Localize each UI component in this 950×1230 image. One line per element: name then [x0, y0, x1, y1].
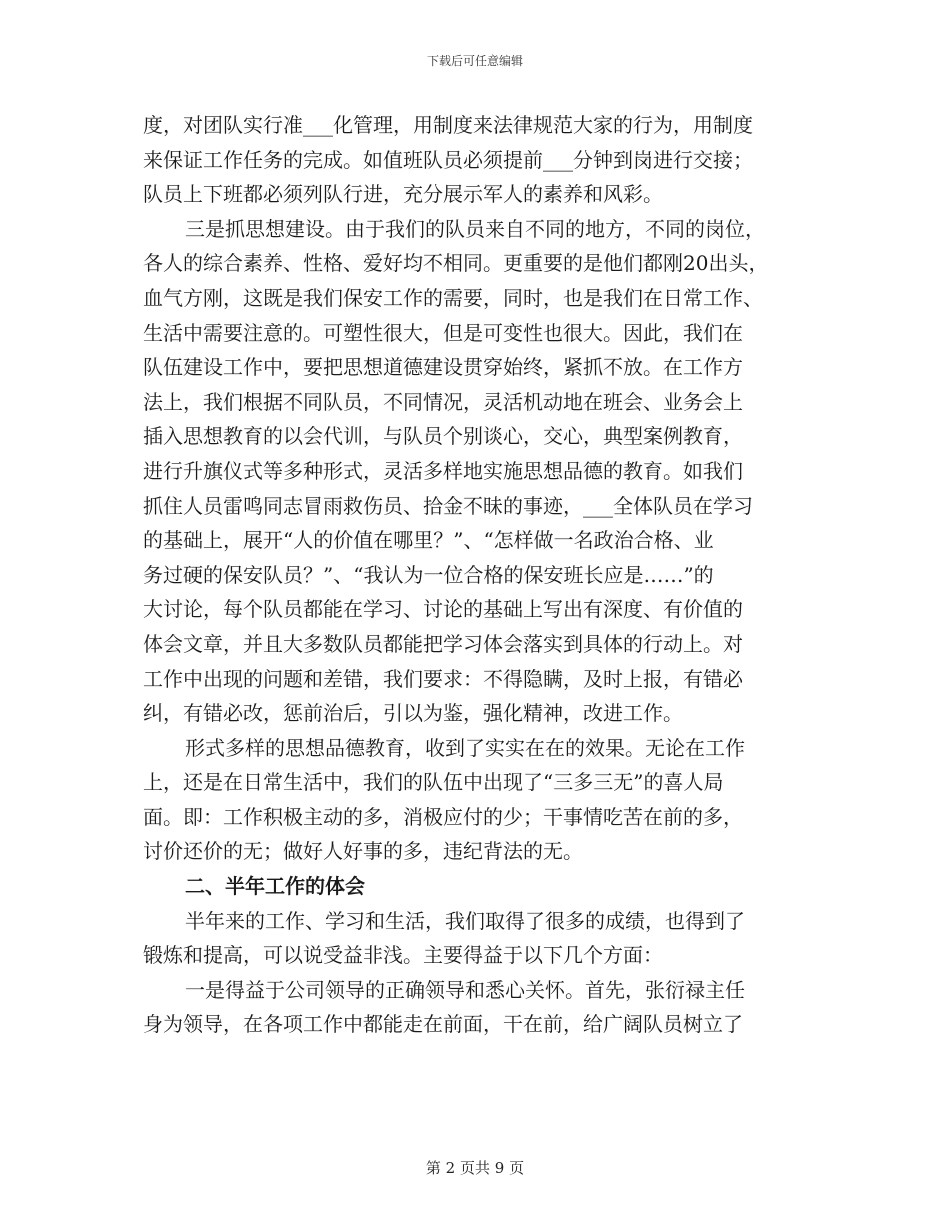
text-line: 形式多样的思想品德教育，收到了实实在在的效果。无论在工作: [185, 735, 745, 760]
text-line: 锻炼和提高，可以说受益非浅。主要得益于以下几个方面：: [143, 943, 663, 968]
text-line: 三是抓思想建设。由于我们的队员来自不同的地方，不同的岗位，: [185, 216, 765, 241]
text-line: 工作中出现的问题和差错，我们要求：不得隐瞒，及时上报，有错必: [143, 666, 743, 691]
text-line: 血气方刚，这既是我们保安工作的需要，同时，也是我们在日常工作、: [143, 285, 763, 310]
text-line: 上，还是在日常生活中，我们的队伍中出现了“三多三无”的喜人局: [143, 770, 724, 795]
text-line: 插入思想教育的以会代训，与队员个别谈心，交心，典型案例教育，: [143, 424, 743, 449]
text-line: 一是得益于公司领导的正确领导和悉心关怀。首先，张衍禄主任: [185, 977, 745, 1002]
section-heading: 二、半年工作的体会: [185, 874, 365, 899]
text-line: 讨价还价的无；做好人好事的多，违纪背法的无。: [143, 839, 583, 864]
text-line: 的基础上，展开“人的价值在哪里？”、“怎样做一名政治合格、业: [143, 528, 714, 553]
text-line: 法上，我们根据不同队员，不同情况，灵活机动地在班会、业务会上: [143, 389, 743, 414]
text-line: 队伍建设工作中，要把思想道德建设贯穿始终，紧抓不放。在工作方: [143, 355, 743, 380]
text-line: 面。即：工作积极主动的多，消极应付的少；干事情吃苦在前的多，: [143, 804, 743, 829]
text-line: 半年来的工作、学习和生活，我们取得了很多的成绩，也得到了: [185, 908, 745, 933]
text-line: 抓住人员雷鸣同志冒雨救伤员、拾金不昧的事迹，___全体队员在学习: [143, 493, 753, 518]
text-line: 纠，有错必改，惩前治后，引以为鉴，强化精神，改进工作。: [143, 701, 683, 726]
text-line: 来保证工作任务的完成。如值班队员必须提前___分钟到岗进行交接；: [143, 147, 753, 172]
text-line: 大讨论，每个队员都能在学习、讨论的基础上写出有深度、有价值的: [143, 597, 743, 622]
text-line: 体会文章，并且大多数队员都能把学习体会落实到具体的行动上。对: [143, 631, 743, 656]
text-line: 各人的综合素养、性格、爱好均不相同。更重要的是他们都刚20出头，: [143, 251, 769, 276]
text-line: 务过硬的保安队员？”、“我认为一位合格的保安班长应是……”的: [143, 562, 714, 587]
text-line: 进行升旗仪式等多种形式，灵活多样地实施思想品德的教育。如我们: [143, 458, 743, 483]
text-line: 身为领导，在各项工作中都能走在前面，干在前，给广阔队员树立了: [143, 1012, 743, 1037]
text-line: 队员上下班都必须列队行进，充分展示军人的素养和风彩。: [143, 182, 663, 207]
text-line: 度，对团队实行准___化管理，用制度来法律规范大家的行为，用制度: [143, 113, 753, 137]
page-footer: 第 2 页共 9 页: [425, 1159, 525, 1177]
document-body: [143, 108, 808, 1042]
page-header: 下载后可任意编辑: [426, 54, 523, 68]
text-line: 生活中需要注意的。可塑性很大，但是可变性也很大。因此，我们在: [143, 320, 743, 345]
